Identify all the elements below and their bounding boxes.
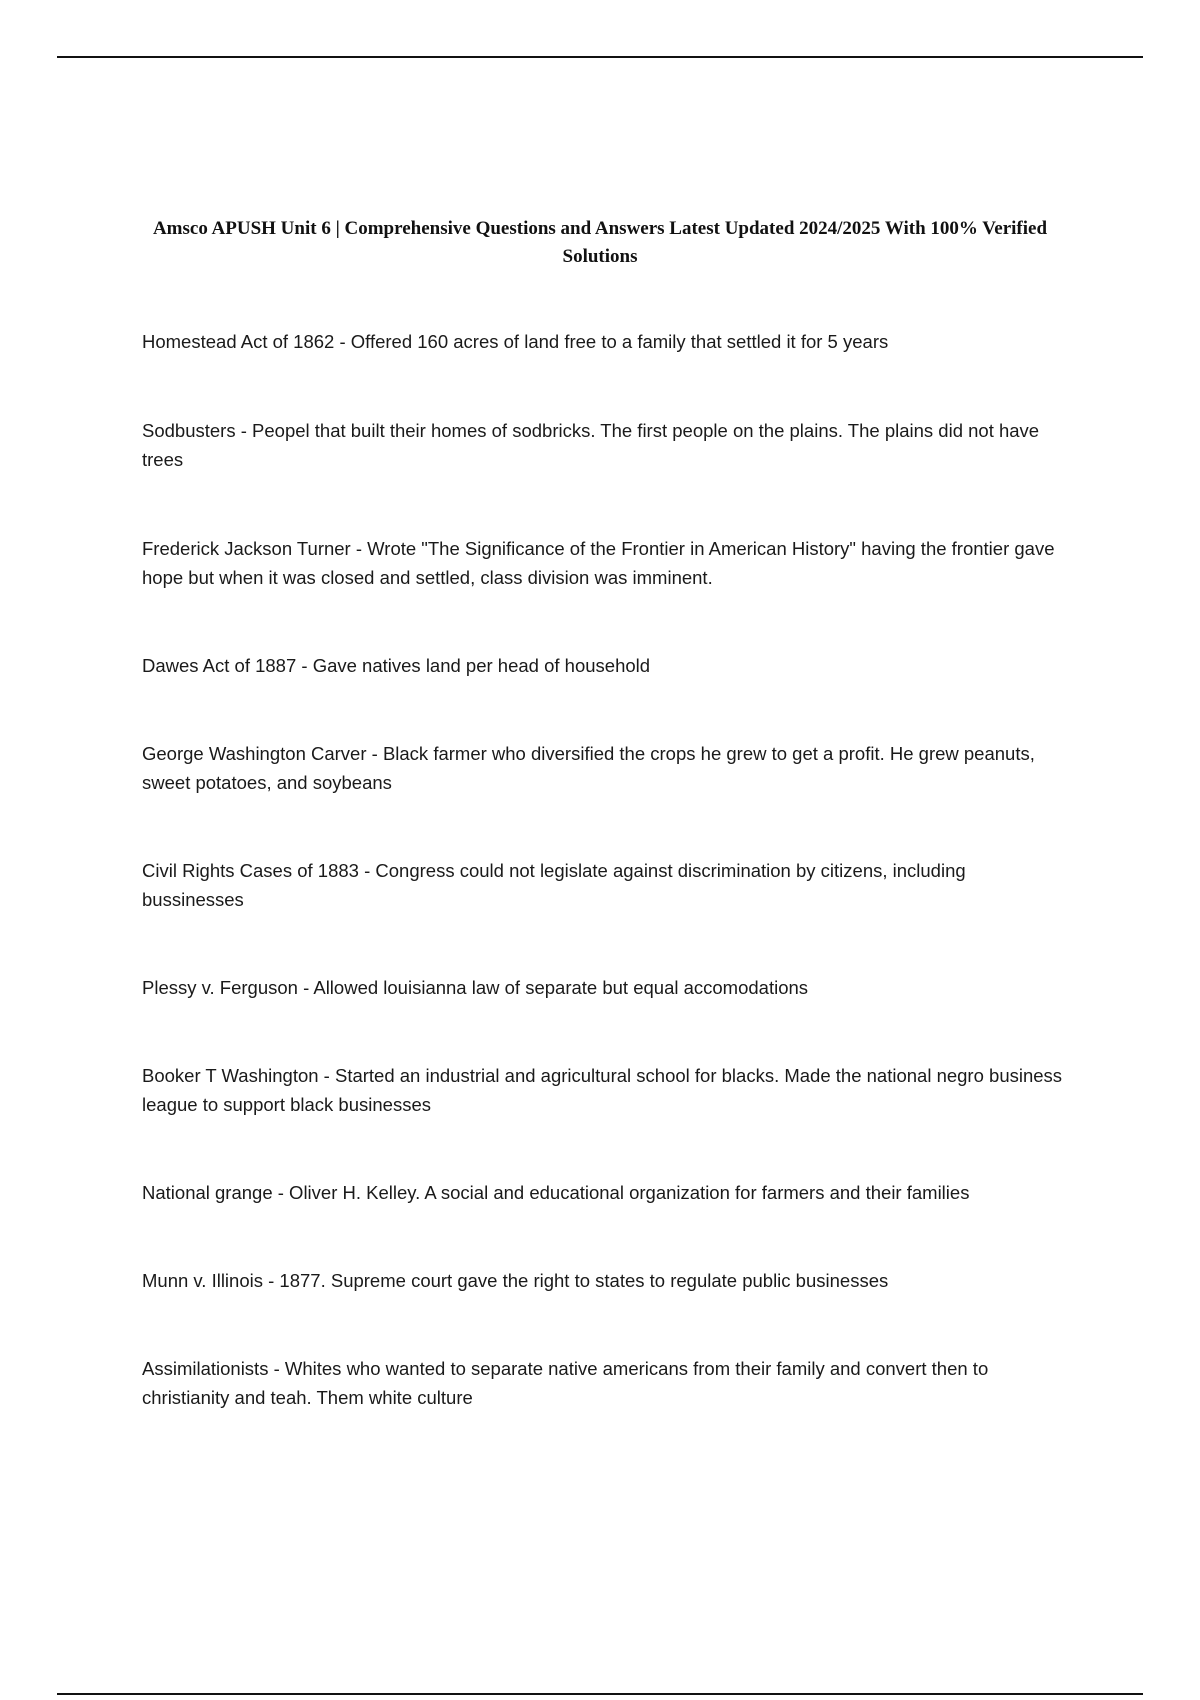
qa-entry-civil-rights-cases: Civil Rights Cases of 1883 - Congress could not legislate against discrimination by citizens, including bussinesses <box>142 860 966 910</box>
qa-entry-national-grange: National grange - Oliver H. Kelley. A social and educational organization for farmers and their families <box>142 1182 970 1203</box>
document-title: Amsco APUSH Unit 6 | Comprehensive Questions and Answers Latest Updated 2024/2025 With 100% Verified Solutions <box>152 218 1048 267</box>
qa-entry-plessy-v-ferguson: Plessy v. Ferguson - Allowed louisianna law of separate but equal accomodations <box>142 977 809 998</box>
top-rule <box>57 56 1143 58</box>
qa-entry-dawes-act: Dawes Act of 1887 - Gave natives land per head of household <box>142 655 651 676</box>
qa-entry-munn-v-illinois: Munn v. Illinois - 1877. Supreme court gave the right to states to regulate public businesses <box>142 1270 889 1291</box>
qa-entry-homestead-act: Homestead Act of 1862 - Offered 160 acres of land free to a family that settled it for 5 years <box>142 331 889 352</box>
qa-entry-booker-t-washington: Booker T Washington - Started an industrial and agricultural school for blacks. Made the national negro business league to support black businesses <box>142 1065 1063 1115</box>
bottom-rule <box>57 1693 1143 1695</box>
qa-entry-assimilationists: Assimilationists - Whites who wanted to separate native americans from their family and convert then to christianity and teah. Them white culture <box>142 1358 989 1408</box>
qa-entry-frederick-jackson-turner: Frederick Jackson Turner - Wrote "The Significance of the Frontier in American History" having the frontier gave hope but when it was closed and settled, class division was imminent. <box>142 538 1055 588</box>
qa-entry-sodbusters: Sodbusters - Peopel that built their homes of sodbricks. The first people on the plains. The plains did not have trees <box>142 420 1040 470</box>
qa-entry-george-washington-carver: George Washington Carver - Black farmer who diversified the crops he grew to get a profit. He grew peanuts, sweet potatoes, and soybeans <box>142 743 1035 793</box>
